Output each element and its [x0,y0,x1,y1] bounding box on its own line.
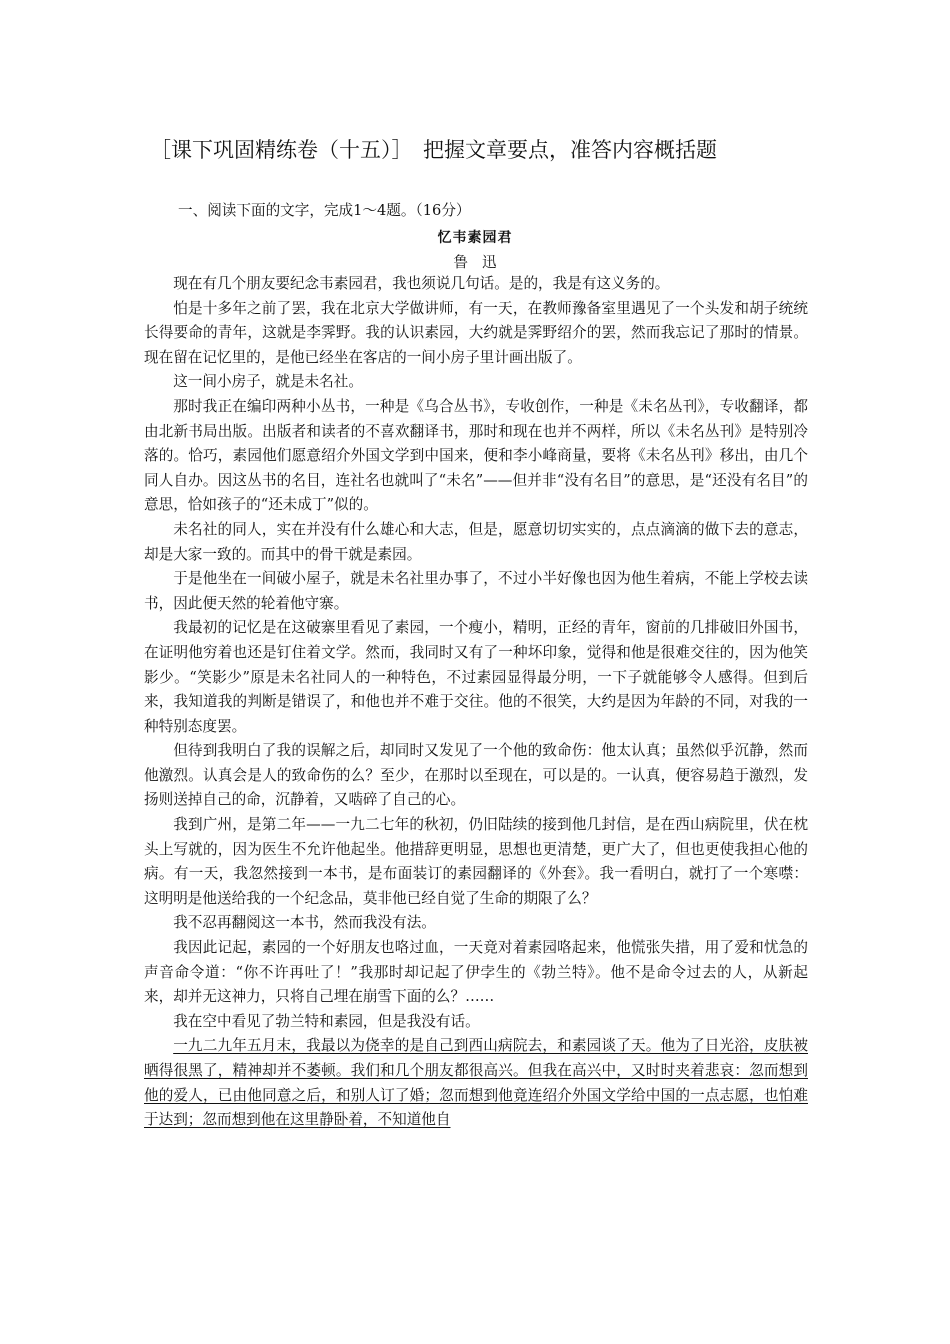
essay-author: 鲁迅 [453,254,511,271]
essay-title: 忆韦素园君 [437,230,513,246]
paragraph: 但待到我明白了我的误解之后，却同时又发见了一个他的致命伤：他太认真；虽然似乎沉静，然而他激烈。认真会是人的致命伤的么？至少，在那时以至现在，可以是的。一认真，便容易趋于激烈，发扬则送掉自己的命，沉静着，又啮碎了自己的心。 [144,742,808,809]
underlined-paragraph [144,1034,808,1132]
paragraph: 于是他坐在一间破小屋子，就是未名社里办事了，不过小半好像也因为他生着病，不能上学校去读书，因此便天然的轮着他守寨。 [144,570,808,612]
section-heading: 一、阅读下面的文字，完成1～4题。（16分） [178,202,471,219]
paragraph: 那时我正在编印两种小丛书，一种是《乌合丛书》，专收创作，一种是《未名丛刊》，专收翻译，都由北新书局出版。出版者和读者的不喜欢翻译书，那时和现在也并不两样，所以《未名丛刊》是特别冷落的。恰巧，素园他们愿意绍介外国文学到中国来，便和李小峰商量，要将《未名丛刊》移出，由几个同人自办。因这丛书的名目，连社名也就叫了“未名”——但并非“没有名目”的意思，是“还没有名目”的意思，恰如孩子的“还未成丁”似的。 [144,397,808,514]
paragraph: 现在有几个朋友要纪念韦素园君，我也须说几句话。是的，我是有这义务的。 [173,275,670,292]
paragraph: 怕是十多年之前了罢，我在北京大学做讲师，有一天，在教师豫备室里遇见了一个头发和胡子统统长得要命的青年，这就是李霁野。我的认识素园，大约就是霁野绍介的罢，然而我忘记了那时的情景。现在留在记忆里的，是他已经坐在客店的一间小房子里计画出版了。 [144,299,808,366]
paragraph: 我在空中看见了勃兰特和素园，但是我没有话。 [173,1012,480,1030]
paragraph: 未名社的同人，实在并没有什么雄心和大志，但是，愿意切切实实的，点点滴滴的做下去的意志，却是大家一致的。而其中的骨干就是素园。 [144,520,808,563]
paragraph: 我不忍再翻阅这一本书，然而我没有法。 [173,914,436,932]
paragraph: 这一间小房子，就是未名社。 [173,373,363,391]
underlined-text: 一九二九年五月末，我最以为侥幸的是自己到西山病院去，和素园谈了天。他为了日光浴，皮肤被晒得很黑了，精神却并不萎顿。我们和几个朋友都很高兴。但我在高兴中，又时时夹着悲哀：忽而想到他的爱人，已由他同意之后，和别人订了婚；忽而想到他竟连绍介外国文学给中国的一点志愿，也怕难于达到；忽而想到他在这里静卧着，不知道他自 [144,1037,808,1129]
paragraph: 我最初的记忆是在这破寨里看见了素园，一个瘦小，精明，正经的青年，窗前的几排破旧外国书，在证明他穷着也还是钉住着文学。然而，我同时又有了一种坏印象，觉得和他是很难交往的，因为他笑影少。“笑影少”原是未名社同人的一种特色，不过素园显得最分明，一下子就能够令人感得。但到后来，我知道我的判断是错误了，和他也并不难于交往。他的不很笑，大约是因为年龄的不同，对我的一种特别态度罢。 [144,619,808,735]
paragraph: 我因此记起，素园的一个好朋友也咯过血，一天竟对着素园咯起来，他慌张失措，用了爱和忧急的声音命令道：“你不许再吐了！”我那时却记起了伊孛生的《勃兰特》。他不是命令过去的人，从新起来，却并无这神力，只将自己埋在崩雪下面的么？…… [144,939,808,1006]
essay-body [144,272,808,1133]
page-title: ［课下巩固精练卷（十五）］ 把握文章要点，准答内容概括题 [150,138,717,162]
paragraph: 我到广州，是第二年——一九二七年的秋初，仍旧陆续的接到他几封信，是在西山病院里，伏在枕头上写就的，因为医生不允许他起坐。他措辞更明显，思想也更清楚，更广大了，但也更使我担心他的病。有一天，我忽然接到一本书，是布面装订的素园翻译的《外套》。我一看明白，就打了一个寒噤：这明明是他送给我的一个纪念品，莫非他已经自觉了生命的期限了么？ [144,816,808,907]
